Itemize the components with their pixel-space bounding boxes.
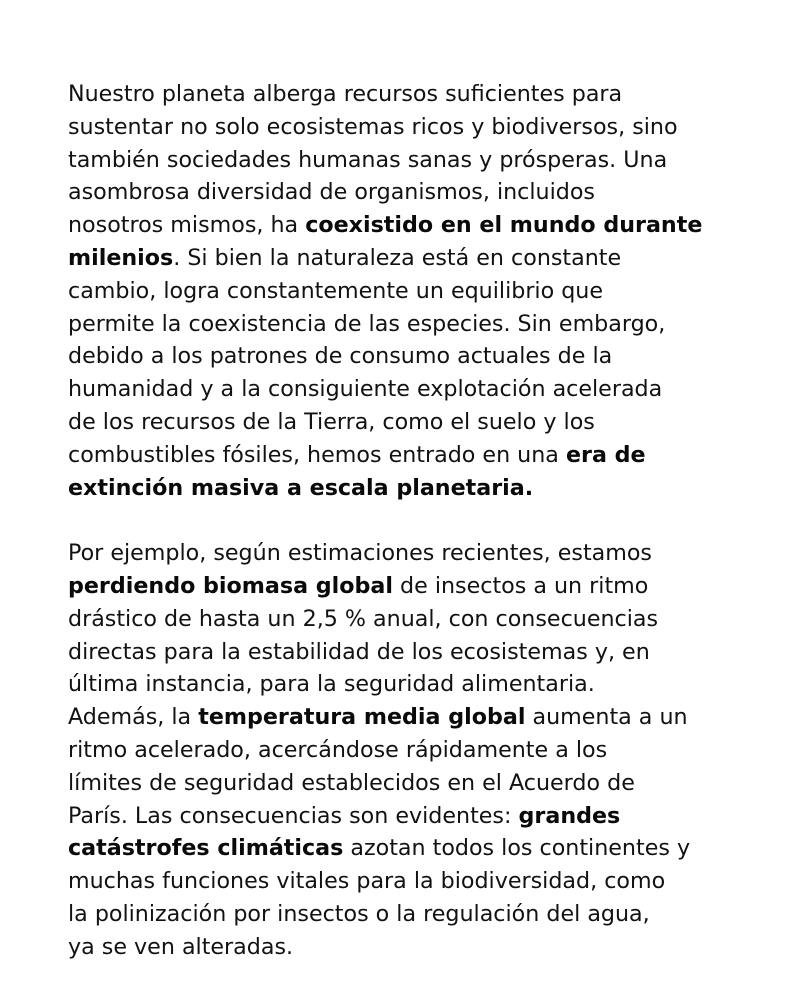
text-line: [68, 570, 733, 603]
bold-text-segment: perdiendo biomasa global: [68, 572, 393, 599]
text-segment: última instancia, para la seguridad alimentaria.: [68, 671, 595, 698]
text-segment: de los recursos de la Tierra, como el suelo y los: [68, 408, 595, 435]
text-line: [68, 931, 733, 964]
text-line: [68, 701, 733, 734]
text-line: [68, 242, 733, 275]
text-line: [68, 111, 733, 144]
bold-text-segment: temperatura media global: [198, 704, 526, 731]
text-segment: Por ejemplo, según estimaciones recientes, estamos: [68, 540, 652, 567]
text-segment: . Si bien la naturaleza está en constante: [173, 244, 622, 271]
text-segment: ya se ven alteradas.: [68, 933, 294, 960]
text-line: [68, 373, 733, 406]
article-body: [68, 78, 733, 964]
text-segment: cambio, logra constantemente un equilibrio que: [68, 277, 604, 304]
text-segment: humanidad y a la consiguiente explotación acelerada: [68, 376, 663, 403]
text-segment: debido a los patrones de consumo actuales de la: [68, 343, 613, 370]
text-segment: directas para la estabilidad de los ecosistemas y, en: [68, 638, 650, 665]
text-segment: Además, la: [68, 704, 199, 731]
text-line: [68, 340, 733, 373]
text-line: [68, 472, 733, 505]
text-segment: aumenta a un: [525, 704, 688, 731]
text-segment: nosotros mismos, ha: [68, 212, 306, 239]
text-segment: sustentar no solo ecosistemas ricos y biodiversos, sino: [68, 113, 678, 140]
bold-text-segment: extinción masiva a escala planetaria.: [68, 474, 534, 501]
text-line: [68, 668, 733, 701]
text-line: [68, 144, 733, 177]
paragraph-intro: [68, 78, 733, 504]
text-line: [68, 734, 733, 767]
bold-text-segment: milenios: [68, 244, 174, 271]
text-segment: también sociedades humanas sanas y prósperas. Una: [68, 146, 668, 173]
text-segment: drástico de hasta un 2,5 % anual, con consecuencias: [68, 605, 659, 632]
text-segment: límites de seguridad establecidos en el Acuerdo de: [68, 769, 635, 796]
text-line: [68, 275, 733, 308]
bold-text-segment: era de: [565, 441, 646, 468]
bold-text-segment: grandes: [518, 802, 621, 829]
text-segment: Nuestro planeta alberga recursos suficientes para: [68, 81, 623, 107]
text-line: [68, 800, 733, 833]
bold-text-segment: coexistido en el mundo durante: [305, 212, 703, 239]
text-line: [68, 865, 733, 898]
text-line: [68, 832, 733, 865]
text-segment: París. Las consecuencias son evidentes:: [68, 802, 519, 829]
bold-text-segment: catástrofes climáticas: [68, 835, 344, 862]
text-line: [68, 898, 733, 931]
text-line: [68, 537, 733, 570]
text-line: [68, 603, 733, 636]
text-line: [68, 406, 733, 439]
text-segment: ritmo acelerado, acercándose rápidamente a los: [68, 736, 608, 763]
text-segment: azotan todos los continentes y: [343, 835, 691, 862]
text-line: [68, 308, 733, 341]
text-segment: la polinización por insectos o la regulación del agua,: [68, 900, 650, 927]
text-segment: permite la coexistencia de las especies. Sin embargo,: [68, 310, 666, 337]
paragraph-examples: [68, 537, 733, 963]
text-line: [68, 78, 733, 111]
text-segment: muchas funciones vitales para la biodiversidad, como: [68, 868, 666, 895]
text-segment: asombrosa diversidad de organismos, incluidos: [68, 179, 595, 206]
text-line: [68, 209, 733, 242]
text-segment: combustibles fósiles, hemos entrado en una: [68, 441, 566, 468]
text-segment: de insectos a un ritmo: [392, 572, 649, 599]
text-line: [68, 767, 733, 800]
text-line: [68, 176, 733, 209]
text-line: [68, 439, 733, 472]
text-line: [68, 636, 733, 669]
